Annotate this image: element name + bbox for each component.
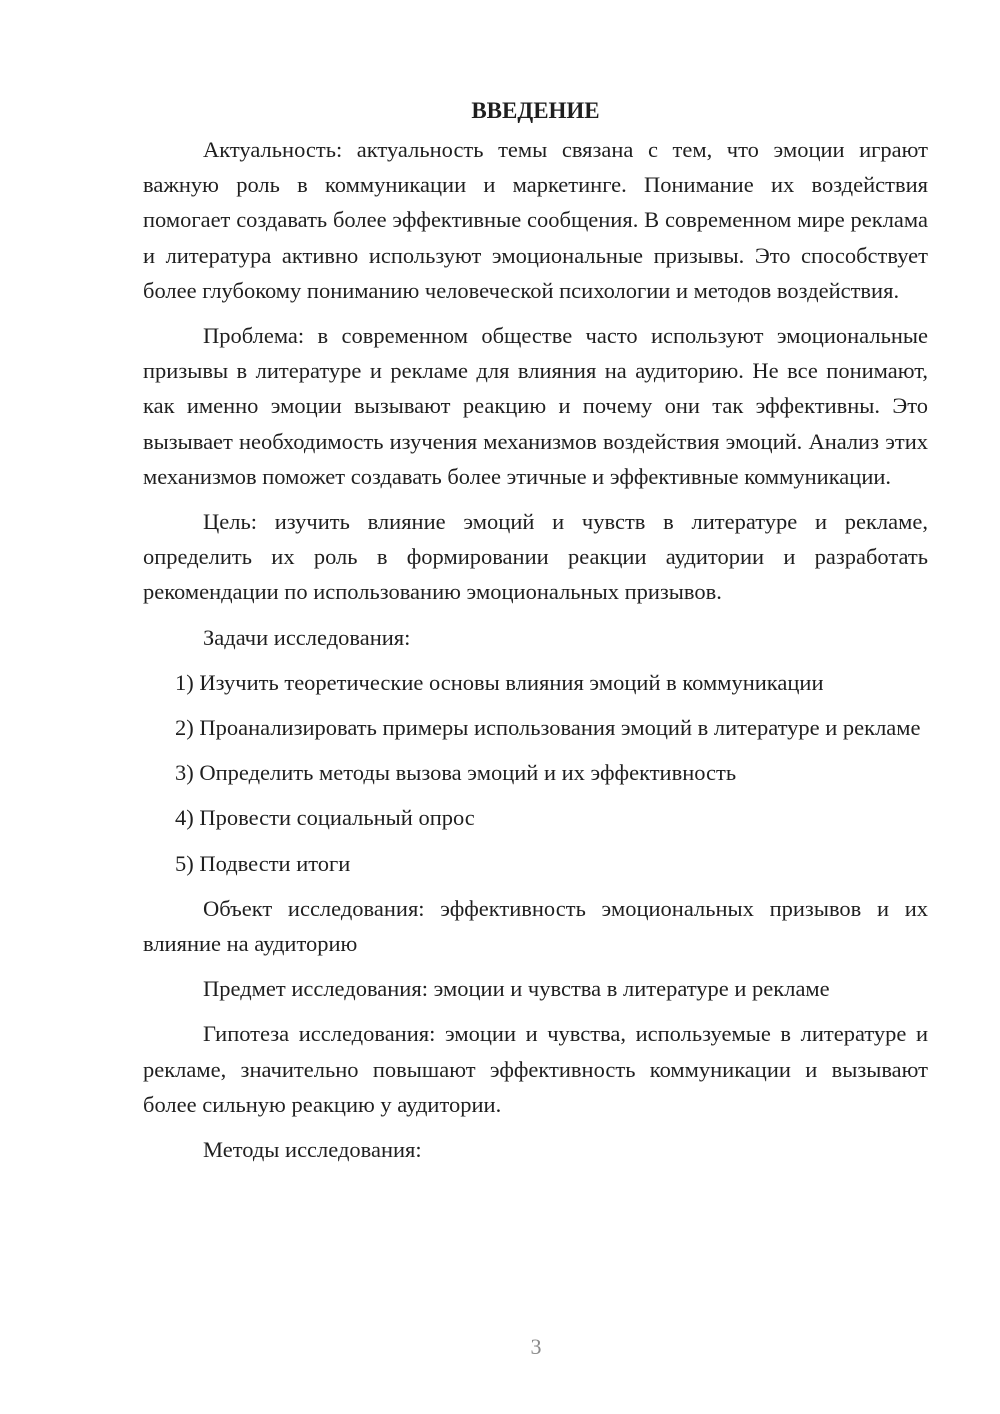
relevance-paragraph: Актуальность: актуальность темы связана с тем, что эмоции играют важную роль в коммуникации и маркетинге. Понимание их воздействия помогает создавать более эффективные сообщения. В современном мире реклама и литература активно используют эмоциональные призывы. Это способствует более глубокому пониманию человеческой психологии и методов воздействия.	[143, 137, 928, 303]
tasks-heading: Задачи исследования:	[203, 624, 411, 650]
task-item-1: 1) Изучить теоретические основы влияния эмоций в коммуникации	[175, 669, 824, 695]
task-item-4: 4) Провести социальный опрос	[175, 805, 475, 831]
problem-paragraph: Проблема: в современном обществе часто используют эмоциональные призывы в литературе и рекламе для влияния на аудиторию. Не все понимают, как именно эмоции вызывают реакцию и почему они так эффективны. Это вызывает необходимость изучения механизмов воздействия эмоций. Анализ этих механизмов поможет создавать более этичные и эффективные коммуникации.	[143, 323, 928, 489]
document-title: ВВЕДЕНИЕ	[471, 98, 600, 123]
subject-paragraph: Предмет исследования: эмоции и чувства в литературе и рекламе	[203, 976, 830, 1002]
task-item-5: 5) Подвести итоги	[175, 850, 351, 876]
object-paragraph: Объект исследования: эффективность эмоциональных призывов и их влияние на аудиторию	[143, 895, 928, 957]
task-item-2: 2) Проанализировать примеры использования эмоций в литературе и рекламе	[175, 715, 921, 741]
page-number: 3	[530, 1334, 542, 1359]
task-item-3: 3) Определить методы вызова эмоций и их эффективность	[175, 760, 737, 786]
methods-heading: Методы исследования:	[203, 1137, 422, 1163]
document-page	[143, 96, 928, 1177]
goal-paragraph: Цель: изучить влияние эмоций и чувств в литературе и рекламе, определить их роль в формировании реакции аудитории и разработать рекомендации по использованию эмоциональных призывов.	[143, 509, 928, 605]
hypothesis-paragraph: Гипотеза исследования: эмоции и чувства, используемые в литературе и рекламе, значительно повышают эффективность коммуникации и вызывают более сильную реакцию у аудитории.	[143, 1021, 928, 1117]
